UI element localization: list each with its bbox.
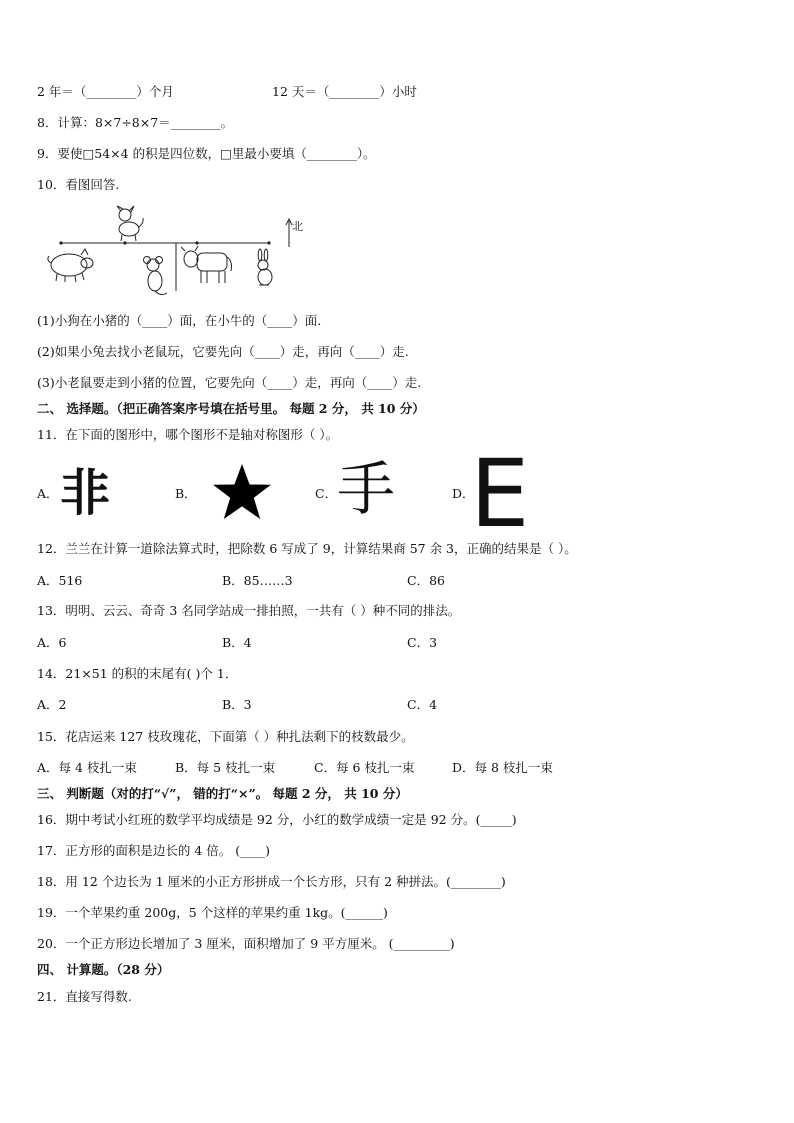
question-21: 21．直接写得数. (37, 989, 132, 1004)
question-9: 9．要使□54×4 的积是四位数，□里最小要填（________）。 (37, 146, 376, 161)
question-12: 12．兰兰在计算一道除法算式时，把除数 6 写成了 9，计算结果商 57 余 3，正确的结果是（ ）。 (37, 541, 577, 556)
q15-option-d: D．每 8 枝扎一束 (452, 760, 553, 775)
q11-option-d-character: E (470, 440, 530, 549)
q15-option-c: C．每 6 枝扎一束 (314, 760, 415, 775)
q13-option-a: A．6 (37, 635, 67, 650)
q11-option-d-label: D． (452, 486, 475, 501)
conversion-years-months: 2 年＝（________）个月 (37, 84, 174, 99)
q14-option-a: A．2 (37, 697, 67, 712)
section-2-heading: 二、 选择题。（把正确答案序号填在括号里。 每题 2 分， 共 10 分） (37, 401, 425, 416)
q12-option-a: A．516 (37, 573, 83, 588)
q14-option-b: B．3 (222, 697, 252, 712)
question-20: 20．一个正方形边长增加了 3 厘米，面积增加了 9 平方厘米。 (_________) (37, 936, 455, 951)
question-11: 11．在下面的图形中，哪个图形不是轴对称图形（ ）。 (37, 427, 339, 442)
q12-option-b: B．85……3 (222, 573, 293, 588)
mouse-icon (144, 257, 168, 295)
q14-option-c: C．4 (407, 697, 438, 712)
q15-option-a: A．每 4 枝扎一束 (37, 760, 137, 775)
question-14: 14．21×51 的积的末尾有( )个 1． (37, 666, 238, 681)
cow-icon (181, 246, 232, 283)
question-10-1: (1)小狗在小猪的（____）面，在小牛的（____）面. (37, 313, 322, 328)
q13-option-c: C．3 (407, 635, 438, 650)
animal-position-figure (37, 203, 317, 305)
question-15: 15．花店运来 127 枝玫瑰花，下面第（ ）种扎法剩下的枝数最少。 (37, 729, 414, 744)
q13-option-b: B．4 (222, 635, 252, 650)
q15-option-b: B．每 5 枝扎一束 (175, 760, 276, 775)
pig-icon (48, 249, 93, 282)
rabbit-icon (258, 249, 272, 285)
question-16: 16．期中考试小红班的数学平均成绩是 92 分，小红的数学成绩一定是 92 分。(_____) (37, 812, 517, 827)
question-10-2: (2)如果小兔去找小老鼠玩，它要先向（____）走，再向（____）走. (37, 344, 409, 359)
question-8: 8．计算：8×7÷8×7＝________。 (37, 115, 234, 130)
q11-option-c-label: C． (315, 486, 338, 501)
north-label: 北 (292, 220, 303, 233)
q11-option-b-label: B． (175, 486, 197, 501)
conversion-days-hours: 12 天＝（________）小时 (272, 84, 417, 99)
q12-option-c: C．86 (407, 573, 445, 588)
dog-icon (117, 206, 143, 241)
q11-option-a-character: 非 (60, 464, 108, 522)
section-4-heading: 四、 计算题。（28 分） (37, 962, 170, 977)
question-10: 10．看图回答. (37, 177, 120, 192)
question-17: 17．正方形的面积是边长的 4 倍。 (____) (37, 843, 271, 858)
question-18: 18．用 12 个边长为 1 厘米的小正方形拼成一个长方形，只有 2 种拼法。(________) (37, 874, 506, 889)
question-13: 13．明明、云云、奇奇 3 名同学站成一排拍照，一共有（ ）种不同的排法。 (37, 603, 461, 618)
question-10-3: (3)小老鼠要走到小猪的位置，它要先向（____）走，再向（____）走. (37, 375, 422, 390)
q11-option-c-character: 手 (337, 455, 396, 523)
q11-option-a-label: A． (37, 486, 59, 501)
question-19: 19．一个苹果约重 200g，5 个这样的苹果约重 1kg。(______) (37, 905, 388, 920)
star-icon (210, 462, 274, 522)
section-3-heading: 三、 判断题（对的打“√”， 错的打“×”。 每题 2 分， 共 10 分） (37, 786, 408, 801)
